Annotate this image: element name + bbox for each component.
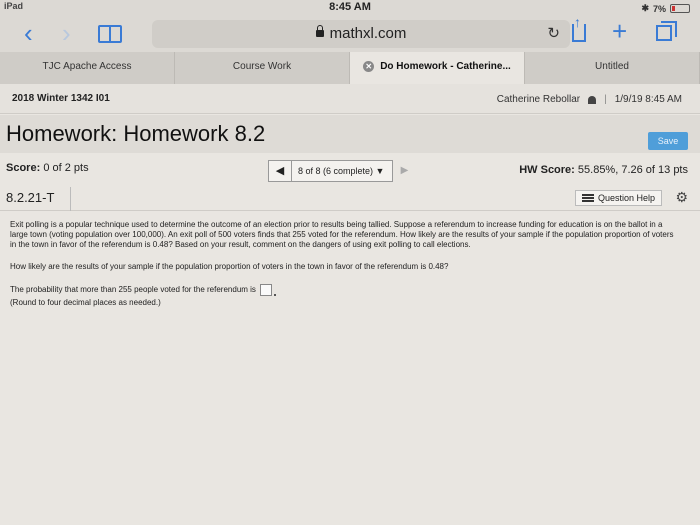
lock-icon xyxy=(316,30,324,37)
bluetooth-icon: ✱ xyxy=(641,3,649,13)
tabs-overview-icon[interactable] xyxy=(656,25,672,41)
sub-question: How likely are the results of your sample if the population proportion of voters in the town in favor of the referendum is 0.48? xyxy=(10,262,449,271)
device-label: iPad xyxy=(4,1,24,11)
tab-tjc-apache-access[interactable] xyxy=(0,52,175,84)
question-help-label: Question Help xyxy=(597,193,655,203)
tab-label: Untitled xyxy=(595,61,629,72)
status-time: 8:45 AM xyxy=(329,1,371,13)
page-title: Homework: Homework 8.2 xyxy=(6,121,266,146)
bookmarks-icon[interactable] xyxy=(98,25,122,43)
share-icon[interactable] xyxy=(572,24,586,42)
reload-icon[interactable]: ↻ xyxy=(547,25,560,42)
score-row xyxy=(0,153,700,187)
list-icon xyxy=(582,194,594,202)
status-bar xyxy=(0,0,700,16)
score xyxy=(6,162,89,174)
gear-icon[interactable]: ⚙ xyxy=(675,189,688,205)
tab-label: Course Work xyxy=(232,61,292,72)
hw-score xyxy=(519,164,688,176)
question-id: 8.2.21-T xyxy=(6,190,55,205)
score-value: 0 of 2 pts xyxy=(43,162,89,174)
rounding-instruction: (Round to four decimal places as needed.) xyxy=(10,298,161,307)
question-pager xyxy=(268,160,415,182)
course-name: 2018 Winter 1342 I01 xyxy=(12,93,110,104)
url-text: mathxl.com xyxy=(329,25,407,42)
tab-course-work[interactable] xyxy=(175,52,350,84)
homework-title-bar xyxy=(0,115,700,153)
question-body xyxy=(10,220,680,308)
divider: | xyxy=(604,94,607,105)
new-tab-icon[interactable]: + xyxy=(612,16,628,46)
tab-do-homework[interactable] xyxy=(350,52,525,84)
answer-text: The probability that more than 255 people voted for the referendum is xyxy=(10,285,256,295)
close-icon[interactable]: ✕ xyxy=(363,61,374,72)
period xyxy=(274,294,276,296)
battery-icon xyxy=(670,4,690,13)
hw-score-value: 55.85%, 7.26 of 13 pts xyxy=(577,164,688,176)
course-header xyxy=(0,84,700,114)
question-help-button[interactable] xyxy=(575,190,662,206)
divider xyxy=(70,187,71,211)
question-select[interactable]: 8 of 8 (6 complete) ▼ xyxy=(292,160,393,182)
tab-label: Do Homework - Catherine... xyxy=(380,61,511,72)
browser-toolbar xyxy=(0,16,700,52)
save-button[interactable]: Save xyxy=(648,132,688,150)
previous-question-button[interactable]: ◀ xyxy=(268,160,292,182)
score-label: Score: xyxy=(6,162,41,174)
user-icon xyxy=(588,96,596,104)
question-header xyxy=(0,187,700,211)
date-time: 1/9/19 8:45 AM xyxy=(614,94,682,105)
question-prompt: Exit polling is a popular technique used to determine the outcome of an election prior to results being tallied. Suppose a referendum to increase funding for education is on the ballot in a large town (voting population over 100,000). An exit poll of 500 voters finds that 255 voted for the referendum. How likely are the results of your sample if the population proportion of voters in the town in favor of the referendum is 0.48? Based on your result, comment on the dangers of using exit polling to call elections. xyxy=(10,220,674,249)
status-indicators xyxy=(641,3,690,14)
tab-label: TJC Apache Access xyxy=(42,61,132,72)
hw-score-label: HW Score: xyxy=(519,164,575,176)
tab-untitled[interactable] xyxy=(525,52,700,84)
tab-strip xyxy=(0,52,700,84)
next-question-button[interactable]: ▶ xyxy=(400,165,409,176)
back-icon[interactable]: ‹ xyxy=(24,18,33,48)
user-name[interactable]: Catherine Rebollar xyxy=(496,94,581,105)
answer-line xyxy=(10,284,680,296)
forward-icon[interactable]: › xyxy=(62,18,71,48)
address-bar[interactable] xyxy=(152,20,570,48)
user-info xyxy=(497,94,682,105)
battery-percent: 7% xyxy=(652,3,666,14)
answer-input[interactable] xyxy=(260,284,272,296)
